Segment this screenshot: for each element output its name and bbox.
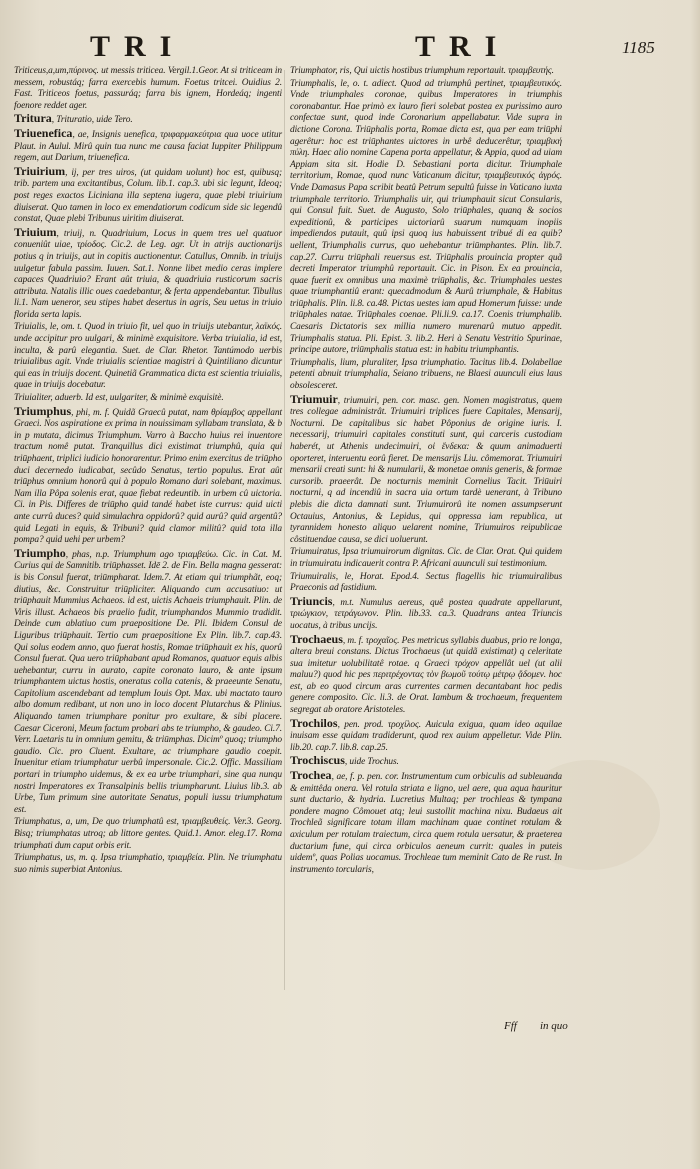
entry-headword: Triuium [14,224,57,239]
entry-text: , triuij, n. Quadriuium, Locus in quem tres uel quatuor conueniût uiae, τρίοδος. Cic.2. de Leg. agr. Ut in atrijs auctionarijs potius q in triuijs, aut in copitis auctionentur. Catullus, Omnib. in triuijs uulgetur fabula passim. Iuuen. Sat.1. Nonne libet medio ceras implere capaces Quadriuio? Erant aût triuia, & quadriuia rusticorum sacris attributa. Natalis illic oues caedebantur, & ferta appendebantur. Tibullus li.1. Nam ueneror, seu stipes habet desertus in agris, Seu uetus in triuio florida serta lapis. [14,228,282,320]
entry-text: , m.t. Numulus aereus, quê postea quadrate appellarunt, τριώγκιον, τετράγωνον. Plin. lib.33. ca.3. Quadrans antea Triuncis uocatus, à tribus uncijs. [290,597,562,631]
entry-text: , m. f. τροχαῖος. Pes metricus syllabis duabus, prio re longa, altera breui constans. Dictus Trochaeus (ut quidã existimat) q celeritate sua imitetur uolubilitatê rotae. q Graeci τρόχον appellât uel (ut alii maluu?) quod hic pes περιτρέχοντας τὸν βωμοῦ τούτῳ μέτρῳ ᾄδομεν. hoc est, ab eo quod circum aras currentes carmen decantabant hoc pedis genere composito. Cic. li.3. de Orat. Iambum & trochaeum, frequentem segregat ab oratore Aristoteles. [290,635,562,716]
column-divider [284,70,285,990]
left-column [14,66,282,877]
entry-text: Triuialis, le, om. t. Quod in triuio fit, uel quo in triuijs utebantur, λαϊκός. unde accipitur pro uulgari, & minimè exquisitore. Verba triuialia, id est, inculta, & parû elegantia. Suet. de Clar. Rhetor. Tantúmodo uerbis triuialibus agit. Vnde triuialis scientiae magistri à Quintiliano dicuntur qui eas in triuijs docent. Quinetiã Grammatica dicta est scientia triuialis, quae in triuijs docebatur. [14,322,282,391]
running-head [0,30,700,64]
running-head-right: TRI [415,30,511,63]
entry-text: Triumphalis, lium, pluraliter, Ipsa triumphatio. Tacitus lib.4. Dolabellae petenti abnuit triumphalia, Seiano tribuens, ne Blaesi auunculi eius laus obsolesceret. [290,357,562,392]
right-column [290,66,562,877]
dictionary-entry [14,113,282,127]
entry-headword: Triuirium [14,163,66,178]
entry-text: , ij, per tres uiros, (ut quidam uolunt) hoc est, quibusq; trib. partem una excitantibus, Colum. lib.1. cap.3. ubi sic legunt, Ideoq; post reges exactos Liciniana illa septena iugera, quae plebi triuirium diuiserat. Quo tamen in loco ex emendatiorum codicum side sic legendû constat, Quae plebi Tribunus uiritim diuiserat. [14,167,282,225]
entry-text: Triuialiter, aduerb. Id est, uulgariter, & minimè exquisitè. [14,393,224,404]
entry-headword: Triumuir [290,391,338,406]
entry-text: Triticeus,a,um,πύρινος. ut messis triticea. Vergil.1.Geor. At si triticeam in messem, robustáq; farra exercebis humum. Foetus tritcei. Ouidius 2. Fast. Triticeos foetus, passuráq; farra bis ignem, Hordeáq; ingenti foenore reddet ager. [14,66,282,111]
entry-text: Triumphatus, a, um, De quo triumphatû est, τριαμβευθείς. Ver.3. Georg. Bisq; triumphatas utroq; ab littore gentes. Quid.1. Amor. eleg.17. Roma triumphati dum caput orbis erit. [14,817,282,851]
running-head-left: TRI [90,30,186,63]
dictionary-entry [290,593,562,633]
entry-text: , phi, m. f. Quidã Graecû putat, nam θρίαμβος appellant Graeci. Nos aspiratione ex prima in nouissimam syllabam translata, & b in p mutata, dicimus Triumphum. Varro à Baccho huius rei inuentore tractum nomê putat. Tranquillus dici existimat triumphû, quia qui triūphaent, triplici iudicio honorarentur. Primo enim exercitus de triūpho duci decernedo iudicabat, secûdo Senatus, tertio populus. Erat aût triūphus omnium honorû qui à populo Romano dari solebant, maximus. Nam illa Pôpa solenis erat, quae fiebat redeuntib. in urbem cû uictoria. Ci. in Pis. Differes de triūpho quid tandé habet iste currus: quid uicti ante currû duces? quid simulachra oppidorû? quid aurû? quid argentû? quid Legati in equis, & Tribuni? quid clamor militû? quid tota illa pompa? quid uehi per urbem? [14,407,282,546]
entry-headword: Trochilos [290,715,338,730]
dictionary-entry [14,545,282,817]
dictionary-entry [290,391,562,547]
entry-text: , uide Trochus. [344,757,399,768]
entry-headword: Triumphus [14,403,72,418]
entry-headword: Trochiscus [290,753,345,768]
entry-headword: Trochea [290,768,332,783]
entry-text: , phas, n.p. Triumphum ago τριαμβεύω. Cic. in Cat. M. Curius qui de Samnitib. triūphasset. Idē 2. de Fin. Bella magna gesserat: is bis Consul fuerat, triūmpharat. Idem.7. At etiam qui triumphãt, eoq; diutius, &c. Construitur triūpliciter. Aliquando cum accusatiuo: ut triūphauit Mummius Achaeos. id est, uictis Achaeis triumphauit. Plin. de Viris illust. Achaeos bis praelio fudit, triumphandos Mummio tradidit. Deinde cum ablatiuo cum praepositione De. Pli. Ibidem Consul de Liguribus triūphauit. Tertio cum praepositione Ex Plin. lib.7. cap.43. Qui solus eodem anno, quo fuerat hostis, Romae triūphauit ex his, quorû Consul fuerat. Qua uero triūphabant apud Romanos, quatuor equis albis uehebantur, curru in aurato, capite coronato lauro, & ante ipsum triumphantem uictus hostis, oneratus colla catenis, & praeeunte Senatu, Capitolium ascendebant ad templum Iouis Opt. Max. ubi mactato tauro albo domum redibant, ut non uno in loco docent Plutarchus & Plinius. Aliquando tamen triumphare ponitur pro exultare, & sibi placere. Caesar Ciceroni, Meum factum probari abs te triumpho, & gaudeo. Ci.7. Verr. Laetaris tu in omnium gemitu, & triūmphas. Dicimº quoq; triumpho gaudio. Cic. pro Cluent. Exultare, ac triumphare gaudio coepit. Inuenitur etiam triumphatur uerbû impersonale. Cic.2. Offic. Massiliam portari in triumpho uidemus, & ex ea urbe triumphari, sine qua nunqu nostri Imperatores ex Transalpinis bellis triumpharunt. Liuius lib.3. ab Urbe, Tum primum sine autoritate Senatus, populi iussu triumphatum est. [14,549,282,815]
entry-headword: Triuncis [290,593,333,608]
entry-headword: Triuenefica [14,125,73,140]
dictionary-entry [290,79,562,357]
dictionary-entry [14,403,282,547]
dictionary-entry [14,66,282,112]
dictionary-entry [290,358,562,393]
entry-text: , triumuiri, pen. cor. masc. gen. Nomen magistratus, quem tres collegae administrât. Triumuiri triplices fuere Capitales, Mensarij, Nocturni. De capitalibus sic habet Pôponius de origine iuris. I. necessarij, triumuiri capitales constituti sunt, qui carceris custodiam haberét, ut Athenis undecimuiri, οἱ ἕνδεκα: & quum animaduerti oporteret, interuentu eorû fieret. De mensarijs Liu. cômemorat. Triumuiri mensarii creati sunt: hi & numularii, & monetae omnis generis, & formae cursorib. praeerât. De nocturnis meminit Cornelius Tacit. Triūuiri nocturni, q ad incendiû in sacra uia ortum tardè uenerant, à Tribuno plebis die dicta damnati sunt. Triumuirorû ite nomen assumpserunt Octauius, Antonius, & Lepidus, qui oppressa iam republica, ut tyrannidem honesto aliquo uelarent nomine, Triumuiros reipublicae côstituendae causa, se dici uoluerunt. [290,395,562,545]
dictionary-entry [290,770,562,876]
entry-headword: Tritura [14,111,52,126]
entry-text: , ae, Insignis uenefica, τριφαρμακεύτρια qua uoce utitur Plaut. in Aulul. Mirû quin tua nunc me causa faciat Iuppiter Philippum regem, aut Darium, triuenefica. [14,129,282,164]
dictionary-entry [14,163,282,226]
dictionary-entry [14,322,282,392]
entry-text: , pen. prod. τροχίλος. Auicula exigua, quam ideo aquilae inuisam esse quidam tradiderunt, quod rex auium appelletur. Vide Plin. lib.20. cap.7. lib.8. cap.25. [290,719,562,753]
signature-mark: Fff [504,1020,517,1032]
catchword: in quo [540,1020,568,1032]
entry-text: Triumphatus, us, m. q. Ipsa triumphatio, τριαμβεία. Plin. Ne triumphatu suo nimis superbiat Antonius. [14,853,282,875]
dictionary-entry [14,125,282,165]
entry-text: , ae, f. p. pen. cor. Instrumentum cum orbiculis ad subleuanda & emittêda onera. Vel rotula striata e ligno, uel aere, qua aqua hauritur sunt ductario, & hydria. Lucretius Multaq; per trochleas & tympana pondere magno Cômouet atq; leui sustollit machina nixu. Budaeus ait Trochleã significare totam illam machinam quae continet rotulam & axiculum per rotulam traiectum, circa quem rotula uersatur, & praeterea ductarium fune, qui circa orbiculos aeneum currit: quales in puteis uidemº, quas Polias uocamus. Trochleae tum meminit Cato de Re rust. In instrumento torcularis, [290,772,562,875]
dictionary-entry [14,853,282,876]
dictionary-entry [14,817,282,852]
dictionary-entry [290,66,562,78]
entry-text: Triumuiralis, le, Horat. Epod.4. Sectus flagellis hic triumuiralibus Praeconis ad fastidium. [290,571,562,594]
entry-headword: Triumpho [14,545,66,560]
page-footer [0,1020,700,1040]
dictionary-entry [290,631,562,717]
entry-text: Triumuiratus, Ipsa triumuirorum dignitas. Cic. de Clar. Orat. Qui quidem in triumuiratu indicauerit contra P. Africani auunculi sui testimonium. [290,547,562,569]
entry-text: , Trituratio, uide Tero. [51,115,133,126]
entry-text: Triumphator, ris, Qui uictis hostibus triumphum reportauit. τριαμβευτής. [290,66,554,76]
entry-headword: Trochaeus [290,631,343,646]
page-number: 1185 [622,38,655,57]
dictionary-entry [290,547,562,570]
entry-text: Triumphalis, le, o. t. adiect. Quod ad triumphû pertinet, τριαμβευτικός. Vnde triumphales coronae, quibus Imperatores in triumphis coronabantur. Hae primò ex lauro fieri solebat postea ex purissimo auro confectae sunt, quod inde Coronarium appellabatur. Vide supra in dictione Corona. Triūphalis porta, Romae dicta est, qua per eam triūphi agerêtur: hoc est triūphantes uictores in urbê deducerêtur, τριαμβική πύλη. Haec alio nomine Capena porta appellatur, & Appia, quod ad uiam Appiam sita sit. Hodie D. Sebastiani porta dicitur. Triumphale territorium, Romae, quod nunc Vaticanum dicitur, τριαμβευτικός ἀγρός. Vnde Damasus Papa scribit beatû Petrum sepultû fuisse in Vaticano iuxta triumphale territorio. Triumphalis uir, qui triumphauit sicut Consularis, qui Consul fuit. Suet. de Augusto, Solo triūphales, quanq & socios expeditionû, & participes uictoriarû suarum numquam inopiis impediendos putauit, quû ipsi quoq ius habuissent tribué di ea quib? uellent, Triumphalis currus, quo uehebantur triūmphantes. Plin. lib.7. cap.27. Curru triūphali reuersus est. Triūphalis prouincia propter quã decreti Imperator triumphû reportauit. Cic. in Pison. Ex ea prouincia, quae fuerit ex omnibus una maximè triūphalis, &c. Triumphales uestes quae triumphantiû erant: quecadmodum & Aurû triumphale, & Habitus triūphalis. Plin. li.8. ca.48. Pictas uestes iam apud Homerum fuisse: unde triūphales natae. Triūphales coenae. Pli.li.9. ca.17. Coenis triumphalib. Caesaris Dictatoris sex millia numero murenarû mutuo appedit. Triumphalis statua. Pli. Epist. 3. lib.2. Heri à Senatu Vestritio Spurinae, principe autore, triūmphalis statua est: in habitu triumphantis. [290,78,562,356]
dictionary-entry [290,572,562,595]
dictionary-entry [290,715,562,755]
dictionary-entry [290,755,562,769]
dictionary-entry [14,224,282,322]
